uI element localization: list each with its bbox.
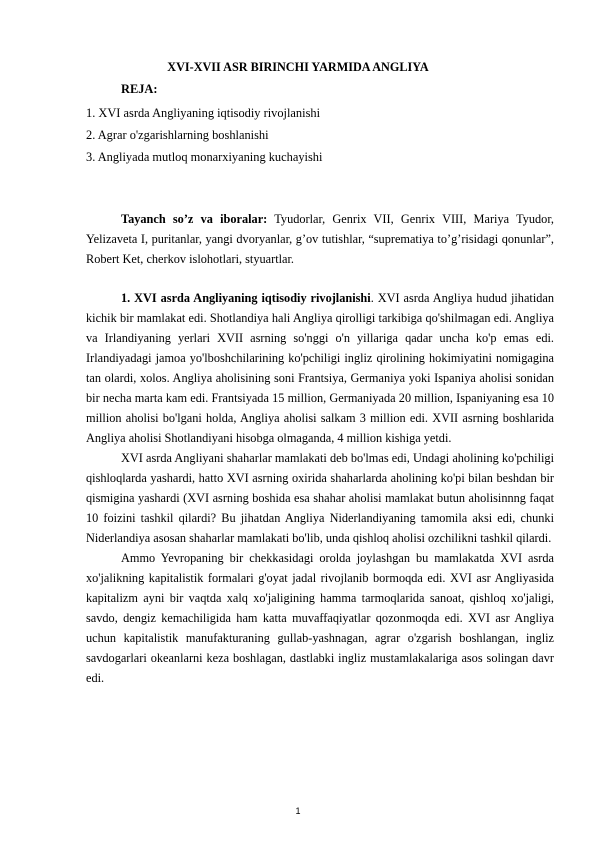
- paragraph: Ammo Yevropaning bir chekkasidagi orolda joylashgan bu mamlakatda XVI asrda xo'jalikning kapitalistik formalari g'oyat jadal rivojlanib bormoqda edi. XVI asr Angliyasida kapitalizm ayni bir vaqtda xalq xo'jaligining hamma tarmoqlarida sanoat, qishloq xo'jaligi, savdo, dengiz kemachiligida ham katta muvaffaqiyatlar qozonmoqda edi. XVI asr Angliya uchun kapitalistik manufakturaning gullab-yashnagan, agrar o'zgarish boshlangan, ingliz savdogarlari okeanlarni keza boshlagan, dastlabki ingliz mustamlakalariga asos solingan davr edi.: [86, 551, 554, 685]
- document-title: XVI-XVII ASR BIRINCHI YARMIDA ANGLIYA: [167, 60, 429, 74]
- page-number: 1: [295, 806, 301, 816]
- plan-item: 2. Agrar o'zgarishlarning boshlanishi: [86, 128, 269, 142]
- section-paragraph: [86, 288, 554, 448]
- keywords-label: Tayanch so’z va iboralar:: [121, 212, 268, 226]
- plan-item: 3. Angliyada mutloq monarxiyaning kuchayishi: [86, 150, 323, 164]
- plan-list: [86, 102, 526, 168]
- keywords-paragraph: [86, 209, 554, 269]
- keywords-block: [86, 209, 554, 269]
- section-text: . XVI asrda Angliya hudud jihatidan kichik bir mamlakat edi. Shotlandiya hali Angliya qirolligi tarkibiga qo'shilmagan edi. Angliya va Irlandiyaning yerlari XVII asrning so'nggi o'n yillariga qadar uncha ko'p emas edi. Irlandiyadagi jamoa yo'lboshchilarining ko'pchiligi ingliz qirolining hokimiyatini nomigagina tan olardi, xolos. Angliya aholisining soni Frantsiya, Germaniya yoki Ispaniya aholisi sonidan bir necha marta kam edi. Frantsiyada 15 million, Germaniyada 20 million, Ispaniyaning esa 10 million aholisi bo'lgani holda, Angliya aholisi salkam 3 million edi. XVII asrning boshlarida Angliya aholisi Shotlandiyani hisobga olmaganda, 4 million kishiga yetdi.: [86, 291, 554, 445]
- paragraph: XVI asrda Angliyani shaharlar mamlakati deb bo'lmas edi, Undagi aholining ko'pchiligi qishloqlarda yashardi, hatto XVI asrning oxirida shaharlarda aholining ko'pi bilan beshdan bir qismigina yashardi (XVI asrning boshida esa shahar aholisi mamlakat butun aholisinnng faqat 10 foizini tashkil qilardi? Bu jihatdan Angliya Niderlandiyaning tamomila aksi edi, chunki Niderlandiya asosan shaharlar mamlakati bo'lib, unda qishloq aholisi ozchilikni tashkil qilardi.: [86, 451, 554, 545]
- body-text: [86, 288, 554, 688]
- keywords-text: Tyudorlar, Genrix VII, Genrix VIII, Mariya Tyudor, Yelizaveta I, puritanlar, yangi dvoryanlar, g’ov tutishlar, “suprematiya to’g’risidagi qonunlar”, Robert Ket, cherkov islohotlari, styuartlar.: [86, 212, 554, 266]
- plan-item: 1. XVI asrda Angliyaning iqtisodiy rivojlanishi: [86, 106, 321, 120]
- plan-heading: REJA:: [121, 82, 158, 96]
- section-heading: 1. XVI asrda Angliyaning iqtisodiy rivojlanishi: [121, 291, 371, 305]
